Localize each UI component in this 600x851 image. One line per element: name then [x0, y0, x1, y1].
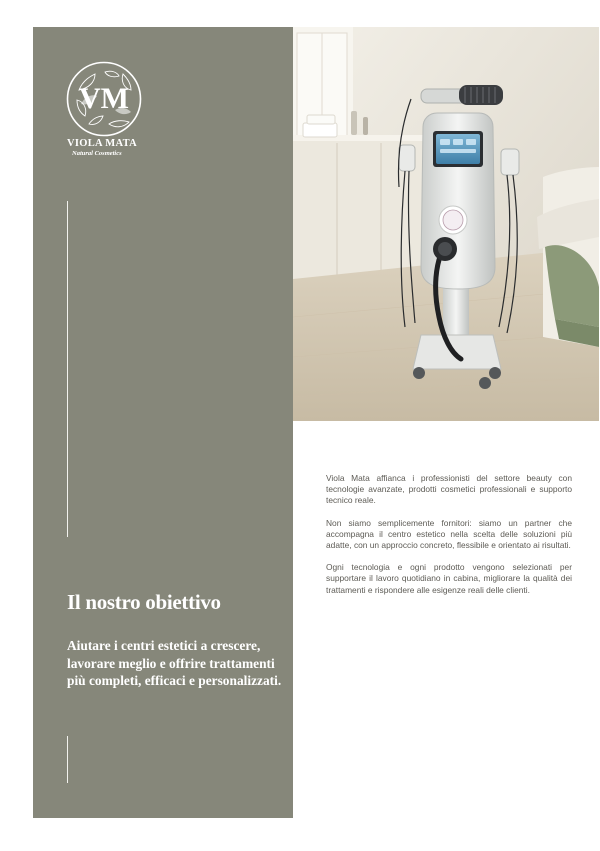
intro-paragraph-2: Non siamo semplicemente fornitori: siamo un partner che accompagna il centro estetico nella scelta delle soluzioni più adatte, con un approccio concreto, flessibile e orientato ai risultati. — [326, 517, 572, 551]
section-subheading: Aiutare i centri estetici a crescere, lavorare meglio e offrire trattamenti più completi, efficaci e personalizzati. — [67, 638, 282, 688]
brand-monogram: VM — [79, 82, 129, 115]
divider-line-bottom — [67, 736, 68, 783]
brand-panel — [33, 27, 293, 818]
photo-illustration — [293, 27, 599, 421]
intro-text — [326, 473, 572, 607]
intro-paragraph-3: Ogni tecnologia e ogni prodotto vengono selezionati per supportare il lavoro quotidiano in cabina, migliorare la qualità dei trattamenti e rispondere alle esigenze reali delle clienti. — [326, 562, 572, 595]
monogram-leaf-icon — [65, 60, 143, 138]
aesthetic-device-photo — [293, 27, 599, 421]
divider-line-top — [67, 201, 68, 537]
section-heading: Il nostro obiettivo — [67, 590, 221, 614]
brand-name: VIOLA MATA — [67, 138, 137, 149]
brand-tagline: Natural Cosmetics — [72, 150, 122, 157]
intro-paragraph-1: Viola Mata affianca i professionisti del settore beauty con tecnologie avanzate, prodotti cosmetici professionali e supporto tecnico reale. — [326, 473, 572, 506]
